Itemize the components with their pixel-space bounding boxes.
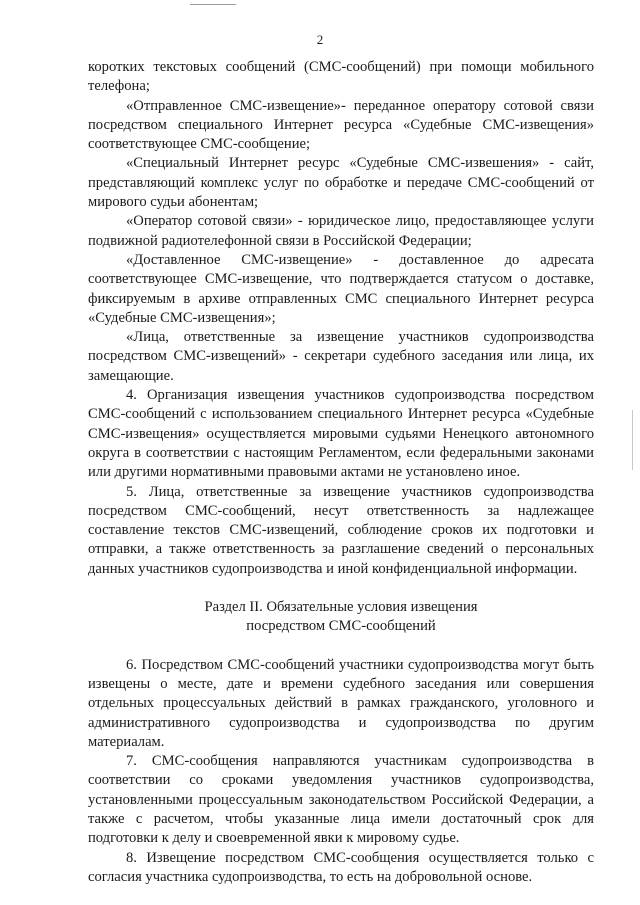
scan-artifact-top [190,4,236,5]
definition-operator: «Оператор сотовой связи» - юридическое лицо, предоставляющее услуги подвижной радиотелефонной связи в Российской Федерации; [88,213,594,249]
clause-7: 7. СМС-сообщения направляются участникам судопроизводства в соответствии со сроками уведомления участников судопроизводства, установленными процессуальным законодательством Российской Федерации, а также с расчетом, чтобы указанные лица имели достаточный срок для подготовки к делу и своевременной явки к мировому судье. [88,753,594,847]
definition-internet-resource: «Специальный Интернет ресурс «Судебные СМС-извешения» - сайт, представляющий комплекс услуг по обработке и передаче СМС-сообщений от мирового судьи абонентам; [88,155,594,211]
clause-4: 4. Организация извещения участников судопроизводства посредством СМС-сообщений с использованием специального Интернет ресурса «Судебные СМС-извещения» осуществляется мировыми судьями Ненецкого автономного округа в соответствии с настоящим Регламентом, если федеральными законами или другими нормативными правовыми актами не установлено иное. [88,387,594,481]
section-heading-line-2: посредством СМС-сообщений [246,618,436,635]
clause-5: 5. Лица, ответственные за извещение участников судопроизводства посредством СМС-сообщений, несут ответственность за надлежащее составление текстов СМС-извещений, соблюдение сроков их подготовки и отправки, а также ответственность за разглашение сведений о персональных данных участников судопроизводства и иной конфиденциальной информации. [88,483,594,577]
section-heading-line-1: Раздел II. Обязательные условия извещения [204,599,478,616]
definition-delivered-sms: «Доставленное СМС-извещение» - доставленное до адресата соответствующее СМС-извещение, что подтверждается статусом о доставке, фиксируемым в архиве отправленных СМС специального Интернет ресурса «Судебные СМС-извещения»; [88,251,594,326]
clause-6: 6. Посредством СМС-сообщений участники судопроизводства могут быть извещены о месте, дате и времени судебного заседания или совершения отдельных процессуальных действий в рамках гражданского, уголовного и административного судопроизводства и судопроизводства по другим материалам. [88,656,594,750]
scan-artifact-edge [632,410,633,470]
clause-8: 8. Извещение посредством СМС-сообщения осуществляется только с согласия участника судопроизводства, то есть на добровольной основе. [88,849,594,885]
paragraph-continuation: коротких текстовых сообщений (СМС-сообщений) при помощи мобильного телефона; [88,59,594,95]
document-body [88,58,594,887]
section-heading [88,598,594,637]
definition-sent-sms: «Отправленное СМС-извещение»- переданное оператору сотовой связи посредством специального Интернет ресурса «Судебные СМС-извещения» соответствующее СМС-сообщение; [88,97,594,153]
page-number: 2 [316,32,324,47]
definition-responsible-persons: «Лица, ответственные за извещение участников судопроизводства посредством СМС-извещений» - секретари судебного заседания или лица, их замещающие. [88,329,594,384]
